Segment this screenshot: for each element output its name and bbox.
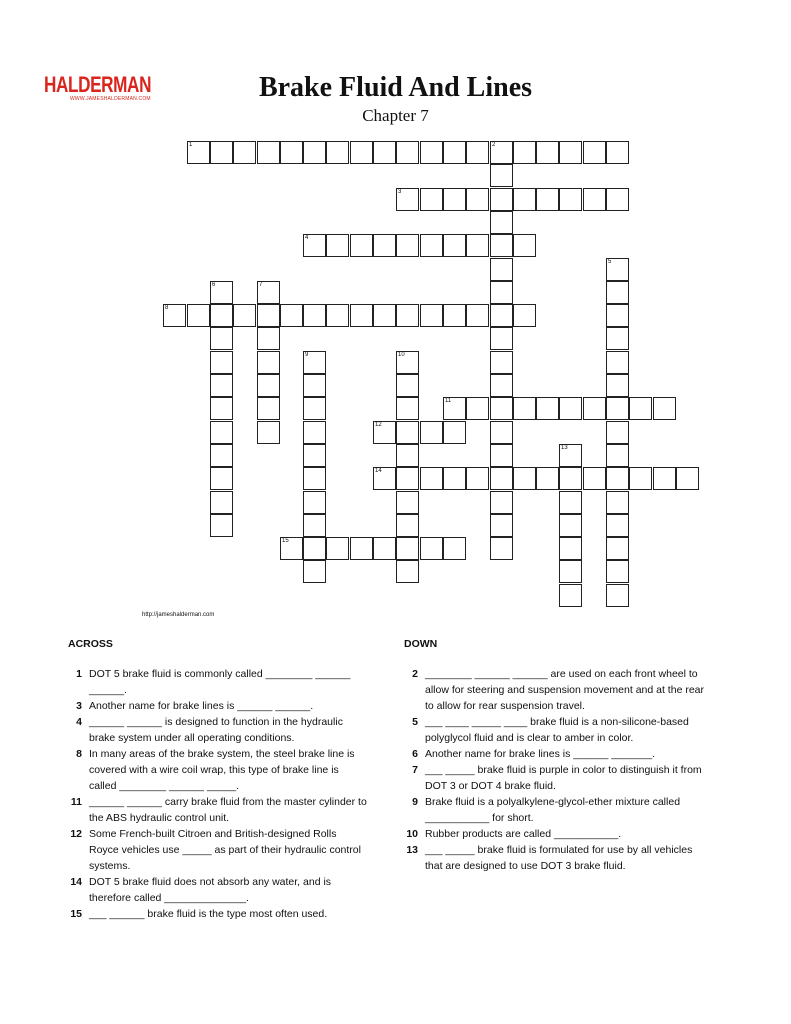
grid-cell[interactable]: [210, 514, 233, 537]
grid-cell[interactable]: [513, 467, 536, 490]
grid-cell[interactable]: [490, 141, 513, 164]
grid-cell[interactable]: [280, 141, 303, 164]
grid-cell[interactable]: [303, 444, 326, 467]
grid-cell[interactable]: [513, 141, 536, 164]
down-clue: [404, 666, 704, 714]
grid-cell[interactable]: [420, 467, 443, 490]
grid-cell[interactable]: [210, 304, 233, 327]
clue-text: DOT 5 brake fluid is commonly called ________ ______ ______.: [89, 668, 351, 696]
grid-cell[interactable]: [420, 304, 443, 327]
clue-number: 13: [406, 844, 418, 856]
grid-cell[interactable]: [490, 234, 513, 257]
clue-number: 5: [608, 259, 612, 265]
across-clues: [68, 636, 368, 922]
down-clue: [404, 826, 704, 842]
grid-cell[interactable]: [303, 351, 326, 374]
down-clues: [404, 636, 704, 874]
grid-cell[interactable]: [373, 467, 396, 490]
grid-cell[interactable]: [443, 537, 466, 560]
grid-cell[interactable]: [210, 397, 233, 420]
grid-cell[interactable]: [257, 374, 280, 397]
clue-number: 8: [76, 748, 82, 760]
clue-number: 15: [282, 538, 289, 544]
clue-text: ___ _____ brake fluid is purple in color to distinguish it from DOT 3 or DOT 4 brake fluid.: [425, 764, 702, 792]
grid-cell[interactable]: [210, 141, 233, 164]
grid-cell[interactable]: [303, 141, 326, 164]
grid-cell[interactable]: [280, 304, 303, 327]
grid-cell[interactable]: [373, 421, 396, 444]
page-subtitle: Chapter 7: [362, 106, 429, 125]
grid-cell[interactable]: [396, 351, 419, 374]
clue-number: 4: [76, 716, 82, 728]
grid-cell[interactable]: [559, 560, 582, 583]
grid-cell[interactable]: [187, 141, 210, 164]
grid-cell[interactable]: [420, 188, 443, 211]
grid-cell[interactable]: [210, 444, 233, 467]
clue-number: 7: [259, 282, 263, 288]
grid-cell[interactable]: [490, 327, 513, 350]
grid-cell[interactable]: [559, 188, 582, 211]
clue-number: 2: [412, 668, 418, 680]
grid-cell[interactable]: [536, 467, 559, 490]
grid-cell[interactable]: [466, 397, 489, 420]
grid-cell[interactable]: [559, 444, 582, 467]
grid-cell[interactable]: [326, 141, 349, 164]
grid-cell[interactable]: [490, 467, 513, 490]
grid-cell[interactable]: [420, 234, 443, 257]
grid-cell[interactable]: [606, 258, 629, 281]
grid-cell[interactable]: [233, 141, 256, 164]
grid-cell[interactable]: [303, 374, 326, 397]
grid-cell[interactable]: [443, 467, 466, 490]
grid-cell[interactable]: [490, 211, 513, 234]
clue-number: 4: [305, 235, 309, 241]
grid-cell[interactable]: [490, 444, 513, 467]
grid-cell[interactable]: [396, 421, 419, 444]
grid-cell[interactable]: [536, 188, 559, 211]
down-heading: DOWN: [404, 638, 438, 650]
grid-cell[interactable]: [606, 141, 629, 164]
grid-cell[interactable]: [210, 421, 233, 444]
grid-cell[interactable]: [606, 560, 629, 583]
across-clue: [68, 746, 368, 794]
clue-text: ______ ______ carry brake fluid from the master cylinder to the ABS hydraulic control unit.: [89, 796, 367, 824]
clue-number: 15: [70, 908, 82, 920]
grid-cell[interactable]: [559, 514, 582, 537]
across-clue: [68, 826, 368, 874]
grid-cell[interactable]: [490, 304, 513, 327]
clue-number: 7: [412, 764, 418, 776]
grid-cell[interactable]: [490, 514, 513, 537]
across-clue: [68, 874, 368, 906]
clue-text: ______ ______ is designed to function in the hydraulic brake system under all operating conditions.: [89, 716, 343, 744]
grid-cell[interactable]: [559, 491, 582, 514]
grid-cell[interactable]: [490, 421, 513, 444]
across-heading: ACROSS: [68, 638, 113, 650]
grid-cell[interactable]: [490, 258, 513, 281]
grid-cell[interactable]: [443, 234, 466, 257]
grid-cell[interactable]: [280, 537, 303, 560]
clue-number: 8: [165, 305, 169, 311]
grid-cell[interactable]: [210, 281, 233, 304]
grid-cell[interactable]: [326, 234, 349, 257]
grid-cell[interactable]: [559, 537, 582, 560]
grid-cell[interactable]: [606, 584, 629, 607]
grid-cell[interactable]: [350, 234, 373, 257]
grid-cell[interactable]: [187, 304, 210, 327]
grid-cell[interactable]: [257, 141, 280, 164]
grid-cell[interactable]: [163, 304, 186, 327]
clue-number: 11: [70, 796, 82, 808]
grid-cell[interactable]: [326, 537, 349, 560]
grid-cell[interactable]: [233, 304, 256, 327]
grid-cell[interactable]: [606, 514, 629, 537]
grid-cell[interactable]: [513, 188, 536, 211]
down-clue: [404, 714, 704, 746]
down-clue: [404, 842, 704, 874]
grid-cell[interactable]: [559, 141, 582, 164]
grid-cell[interactable]: [466, 467, 489, 490]
down-clue: [404, 794, 704, 826]
grid-cell[interactable]: [396, 514, 419, 537]
clue-number: 6: [212, 282, 216, 288]
grid-cell[interactable]: [257, 351, 280, 374]
grid-cell[interactable]: [490, 397, 513, 420]
grid-cell[interactable]: [396, 467, 419, 490]
clue-text: ________ ______ ______ are used on each front wheel to allow for steering and suspension movement and at the rear to allow for rear suspension travel.: [425, 668, 704, 712]
clue-text: In many areas of the brake system, the steel brake line is covered with a wire coil wrap, this type of brake line is called ________ ______ _____.: [89, 748, 355, 792]
across-clue: [68, 666, 368, 698]
grid-cell[interactable]: [420, 421, 443, 444]
grid-cell[interactable]: [303, 537, 326, 560]
grid-cell[interactable]: [396, 444, 419, 467]
grid-cell[interactable]: [466, 234, 489, 257]
grid-cell[interactable]: [420, 141, 443, 164]
grid-cell[interactable]: [303, 514, 326, 537]
grid-cell[interactable]: [676, 467, 699, 490]
grid-cell[interactable]: [583, 467, 606, 490]
clue-number: 5: [412, 716, 418, 728]
grid-cell[interactable]: [210, 351, 233, 374]
grid-cell[interactable]: [513, 397, 536, 420]
grid-cell[interactable]: [583, 397, 606, 420]
logo-url: WWW.JAMESHALDERMAN.COM: [70, 96, 151, 102]
grid-cell[interactable]: [583, 188, 606, 211]
clue-number: 14: [70, 876, 82, 888]
clue-number: 12: [70, 828, 82, 840]
grid-cell[interactable]: [559, 584, 582, 607]
grid-cell[interactable]: [303, 560, 326, 583]
down-clue-list: [404, 666, 704, 874]
grid-cell[interactable]: [513, 304, 536, 327]
grid-cell[interactable]: [350, 304, 373, 327]
clue-text: ___ _____ brake fluid is formulated for use by all vehicles that are designed to use DOT 3 brake fluid.: [425, 844, 693, 872]
logo-name: HALDERMAN: [44, 72, 152, 97]
grid-cell[interactable]: [466, 141, 489, 164]
grid-cell[interactable]: [257, 421, 280, 444]
grid-cell[interactable]: [396, 537, 419, 560]
grid-cell[interactable]: [396, 491, 419, 514]
grid-cell[interactable]: [326, 304, 349, 327]
grid-cell[interactable]: [396, 188, 419, 211]
grid-cell[interactable]: [653, 467, 676, 490]
grid-cell[interactable]: [257, 304, 280, 327]
grid-cell[interactable]: [350, 141, 373, 164]
clue-text: ___ ____ _____ ____ brake fluid is a non-silicone-based polyglycol fluid and is clear to amber in color.: [425, 716, 689, 744]
down-clue: [404, 762, 704, 794]
grid-cell[interactable]: [303, 397, 326, 420]
grid-cell[interactable]: [490, 188, 513, 211]
clue-number: 11: [445, 398, 452, 404]
grid-cell[interactable]: [396, 374, 419, 397]
grid-cell[interactable]: [490, 281, 513, 304]
clue-text: ___ ______ brake fluid is the type most often used.: [89, 908, 328, 920]
grid-cell[interactable]: [606, 397, 629, 420]
grid-cell[interactable]: [629, 397, 652, 420]
grid-cell[interactable]: [443, 188, 466, 211]
across-clue: [68, 698, 368, 714]
grid-cell[interactable]: [373, 304, 396, 327]
grid-cell[interactable]: [559, 467, 582, 490]
grid-cell[interactable]: [513, 234, 536, 257]
grid-cell[interactable]: [443, 421, 466, 444]
grid-cell[interactable]: [606, 467, 629, 490]
grid-cell[interactable]: [583, 141, 606, 164]
grid-cell[interactable]: [303, 491, 326, 514]
clue-text: Rubber products are called ___________.: [425, 828, 622, 840]
grid-cell[interactable]: [210, 467, 233, 490]
grid-cell[interactable]: [490, 374, 513, 397]
grid-cell[interactable]: [490, 164, 513, 187]
clue-number: 14: [375, 468, 382, 474]
clue-number: 1: [76, 668, 82, 680]
grid-cell[interactable]: [303, 421, 326, 444]
grid-cell[interactable]: [257, 397, 280, 420]
grid-cell[interactable]: [466, 304, 489, 327]
clue-text: DOT 5 brake fluid does not absorb any water, and is therefore called ______________.: [89, 876, 332, 904]
grid-cell[interactable]: [396, 141, 419, 164]
grid-cell[interactable]: [303, 234, 326, 257]
grid-cell[interactable]: [606, 351, 629, 374]
grid-cell[interactable]: [606, 374, 629, 397]
grid-cell[interactable]: [443, 397, 466, 420]
grid-cell[interactable]: [443, 304, 466, 327]
grid-cell[interactable]: [653, 397, 676, 420]
grid-cell[interactable]: [396, 304, 419, 327]
grid-cell[interactable]: [350, 537, 373, 560]
grid-cell[interactable]: [420, 537, 443, 560]
grid-cell[interactable]: [373, 537, 396, 560]
clue-text: Another name for brake lines is ______ ______.: [89, 700, 314, 712]
down-clue: [404, 746, 704, 762]
grid-cell[interactable]: [490, 351, 513, 374]
grid-cell[interactable]: [606, 304, 629, 327]
grid-cell[interactable]: [606, 421, 629, 444]
grid-cell[interactable]: [257, 281, 280, 304]
across-clue-list: [68, 666, 368, 922]
grid-cell[interactable]: [396, 560, 419, 583]
grid-cell[interactable]: [629, 467, 652, 490]
clue-text: Another name for brake lines is ______ _______.: [425, 748, 655, 760]
grid-cell[interactable]: [490, 537, 513, 560]
grid-cell[interactable]: [606, 327, 629, 350]
clue-text: Some French-built Citroen and British-designed Rolls Royce vehicles use _____ as part of their hydraulic control systems.: [89, 828, 361, 872]
clue-number: 13: [561, 445, 568, 451]
grid-cell[interactable]: [373, 234, 396, 257]
clue-number: 10: [406, 828, 418, 840]
across-clue: [68, 906, 368, 922]
grid-cell[interactable]: [559, 397, 582, 420]
grid-cell[interactable]: [606, 444, 629, 467]
clue-number: 10: [398, 352, 405, 358]
clue-number: 9: [305, 352, 309, 358]
grid-cell[interactable]: [396, 234, 419, 257]
grid-cell[interactable]: [490, 491, 513, 514]
grid-cell[interactable]: [396, 397, 419, 420]
grid-cell[interactable]: [303, 304, 326, 327]
clue-number: 2: [492, 142, 496, 148]
clue-number: 6: [412, 748, 418, 760]
grid-cell[interactable]: [606, 537, 629, 560]
clue-number: 3: [398, 189, 402, 195]
grid-cell[interactable]: [606, 281, 629, 304]
footer-url: http://jameshalderman.com: [142, 612, 215, 618]
grid-cell[interactable]: [257, 327, 280, 350]
grid-cell[interactable]: [210, 491, 233, 514]
grid-cell[interactable]: [210, 374, 233, 397]
clue-number: 1: [189, 142, 193, 148]
across-clue: [68, 794, 368, 826]
grid-cell[interactable]: [443, 141, 466, 164]
clue-text: Brake fluid is a polyalkylene-glycol-ether mixture called ___________ for short.: [425, 796, 681, 824]
page-title: Brake Fluid And Lines: [258, 72, 533, 103]
grid-cell[interactable]: [210, 327, 233, 350]
clue-number: 3: [76, 700, 82, 712]
grid-cell[interactable]: [536, 397, 559, 420]
clue-number: 12: [375, 422, 382, 428]
grid-cell[interactable]: [606, 188, 629, 211]
grid-cell[interactable]: [536, 141, 559, 164]
clue-number: 9: [412, 796, 418, 808]
grid-cell[interactable]: [303, 467, 326, 490]
grid-cell[interactable]: [466, 188, 489, 211]
grid-cell[interactable]: [606, 491, 629, 514]
grid-cell[interactable]: [373, 141, 396, 164]
across-clue: [68, 714, 368, 746]
